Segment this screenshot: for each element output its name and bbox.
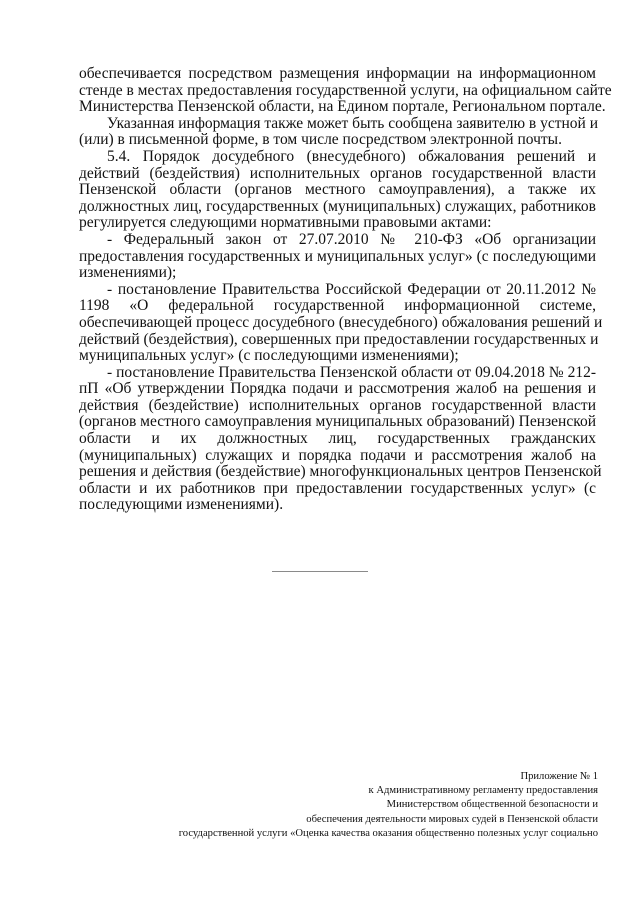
body-line: (органов местного самоуправления муниципальных образований) Пензенской — [79, 413, 596, 431]
body-line: обеспечивается посредством размещения информации на информационном — [79, 65, 596, 82]
appendix-line: Министерством общественной безопасности и — [386, 799, 598, 811]
body-line: Министерства Пензенской области, на Едином портале, Региональном портале. — [79, 98, 606, 116]
body-line: решения и действия (бездействие) многофункциональных центров Пензенской — [79, 463, 602, 481]
body-line: 5.4. Порядок досудебного (внесудебного) обжалования решений и — [107, 147, 596, 165]
body-line: пП «Об утверждении Порядка подачи и рассмотрения жалоб на решения и — [79, 380, 596, 398]
appendix-title: Приложение № 1 — [520, 771, 598, 782]
appendix-line: обеспечения деятельности мировых судей в Пензенской области — [306, 813, 598, 825]
document-body — [79, 65, 612, 514]
appendix-line: государственной услуги «Оценка качества оказания общественно полезных услуг социально — [178, 827, 598, 839]
body-line: изменениями); — [79, 264, 177, 282]
body-line: предоставления государственных и муниципальных услуг» (с последующими — [79, 247, 596, 265]
appendix-header — [78, 770, 598, 841]
body-line: 1198 «О федеральной государственной информационной системе, — [79, 297, 596, 315]
body-line: стенде в местах предоставления государственной услуги, на официальном сайте — [79, 81, 612, 99]
body-line: Пензенской области (органов местного самоуправления), а также их — [79, 181, 596, 199]
appendix-line: к Административному регламенту предоставления — [368, 785, 598, 797]
body-line: муниципальных услуг» (с последующими изменениями); — [79, 347, 459, 365]
body-line: обеспечивающей процесс досудебного (внесудебного) обжалования решений и — [79, 313, 603, 331]
body-line: - Федеральный закон от 27.07.2010 № 210-ФЗ «Об организации — [107, 230, 596, 248]
body-line: действий (бездействия), совершенных при предоставлении государственных и — [79, 330, 599, 348]
body-line: регулируется следующими нормативными правовыми актами: — [79, 214, 492, 232]
body-line: (или) в письменной форме, в том числе посредством электронной почты. — [79, 131, 562, 149]
body-line: последующими изменениями). — [79, 496, 284, 514]
body-line: области и их работников при предоставлении государственных услуг» (с — [79, 479, 596, 497]
section-divider — [272, 571, 368, 572]
body-line: - постановление Правительства Российской Федерации от 20.11.2012 № — [107, 280, 596, 298]
body-line: действия (бездействие) исполнительных органов государственной власти — [79, 396, 596, 414]
body-line: Указанная информация также может быть сообщена заявителю в устной и — [107, 114, 599, 132]
body-line: (муниципальных) служащих и порядка подачи и рассмотрения жалоб на — [79, 446, 596, 464]
body-line: области и их должностных лиц, государственных гражданских — [79, 430, 596, 448]
body-line: действий (бездействия) исполнительных органов государственной власти — [79, 164, 596, 182]
body-line: должностных лиц, государственных (муниципальных) служащих, работников — [79, 197, 596, 215]
body-line: - постановление Правительства Пензенской области от 09.04.2018 № 212- — [107, 363, 596, 381]
